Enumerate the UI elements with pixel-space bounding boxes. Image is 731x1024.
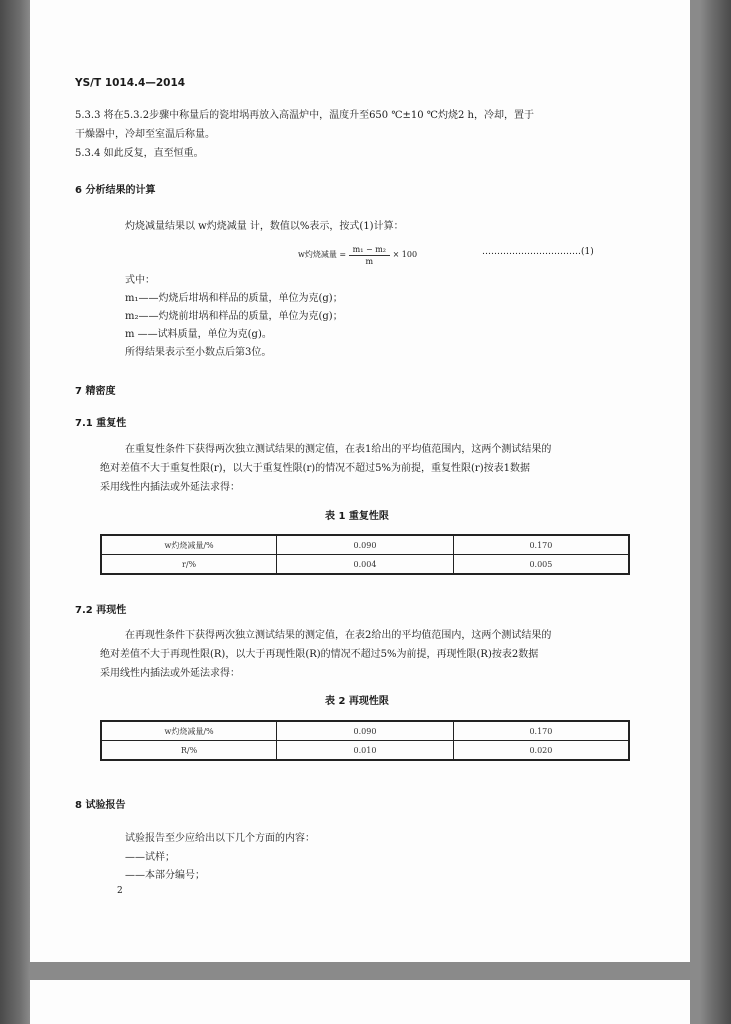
section-6-title: 6 分析结果的计算 xyxy=(75,185,156,196)
formula-number: ……………………………(1) xyxy=(482,247,594,257)
table-cell: 0.090 xyxy=(277,721,454,741)
reproducibility-text-3: 采用线性内插法或外延法求得： xyxy=(100,668,240,679)
formula-1 xyxy=(298,240,417,270)
formula-denominator: m xyxy=(365,256,374,266)
formula-lhs: w灼烧减量 = xyxy=(298,250,347,259)
repeatability-text-2: 绝对差值不大于重复性限(r)，以大于重复性限(r)的情况不超过5%为前提，重复性限(r)按表1数据 xyxy=(100,463,530,474)
table-row xyxy=(101,741,629,761)
table-1-repeatability xyxy=(100,534,630,575)
report-intro: 试验报告至少应给出以下几个方面的内容： xyxy=(125,833,315,844)
section-8-title: 8 试验报告 xyxy=(75,800,126,811)
next-page-edge xyxy=(30,980,690,1024)
where-label: 式中： xyxy=(125,275,155,286)
table-cell: 0.010 xyxy=(277,741,454,761)
table-cell: 0.090 xyxy=(277,535,454,555)
section-7-title: 7 精密度 xyxy=(75,386,116,397)
section-7-2-title: 7.2 再现性 xyxy=(75,605,127,616)
report-item-sample: ——试样； xyxy=(125,852,175,863)
formula-numerator: m₁ − m₂ xyxy=(349,244,390,256)
table-2-reproducibility xyxy=(100,720,630,761)
def-m2: m₂——灼烧前坩埚和样品的质量，单位为克(g)； xyxy=(125,311,343,322)
table-cell: 0.005 xyxy=(453,555,629,575)
clause-5-3-3: 5.3.3 将在5.3.2步骤中称量后的瓷坩埚再放入高温炉中，温度升至650 ℃±10 ℃灼烧2 h，冷却，置于 xyxy=(75,110,534,121)
table-cell: w灼烧减量/% xyxy=(101,535,277,555)
table-cell: 0.170 xyxy=(453,535,629,555)
repeatability-text-1: 在重复性条件下获得两次独立测试结果的测定值，在表1给出的平均值范围内，这两个测试结果的 xyxy=(125,444,552,455)
calc-intro: 灼烧减量结果以 w灼烧减量 计，数值以%表示，按式(1)计算： xyxy=(125,221,404,232)
table-cell: R/% xyxy=(101,741,277,761)
clause-5-3-4: 5.3.4 如此反复，直至恒重。 xyxy=(75,148,204,159)
table-cell: 0.020 xyxy=(453,741,629,761)
reproducibility-text-2: 绝对差值不大于再现性限(R)，以大于再现性限(R)的情况不超过5%为前提，再现性限(R)按表2数据 xyxy=(100,649,539,660)
standard-code: YS/T 1014.4—2014 xyxy=(75,77,186,89)
repeatability-text-3: 采用线性内插法或外延法求得： xyxy=(100,482,240,493)
table-row xyxy=(101,535,629,555)
table-row xyxy=(101,721,629,741)
table-1-title: 表 1 重复性限 xyxy=(325,511,389,522)
reproducibility-text-1: 在再现性条件下获得两次独立测试结果的测定值，在表2给出的平均值范围内，这两个测试结果的 xyxy=(125,630,552,641)
rounding-note: 所得结果表示至小数点后第3位。 xyxy=(125,347,272,358)
table-row xyxy=(101,555,629,575)
document-page xyxy=(30,0,690,962)
table-2-title: 表 2 再现性限 xyxy=(325,696,389,707)
def-m: m ——试料质量，单位为克(g)。 xyxy=(125,329,272,340)
formula-multiplier: × 100 xyxy=(392,250,418,259)
section-7-1-title: 7.1 重复性 xyxy=(75,418,127,429)
table-cell: w灼烧减量/% xyxy=(101,721,277,741)
clause-5-3-3-cont: 干燥器中，冷却至室温后称量。 xyxy=(75,129,215,140)
page-number: 2 xyxy=(117,886,123,896)
report-item-part-number: ——本部分编号； xyxy=(125,870,205,881)
formula-fraction xyxy=(349,244,390,267)
table-cell: 0.004 xyxy=(277,555,454,575)
def-m1: m₁——灼烧后坩埚和样品的质量，单位为克(g)； xyxy=(125,293,343,304)
table-cell: r/% xyxy=(101,555,277,575)
table-cell: 0.170 xyxy=(453,721,629,741)
